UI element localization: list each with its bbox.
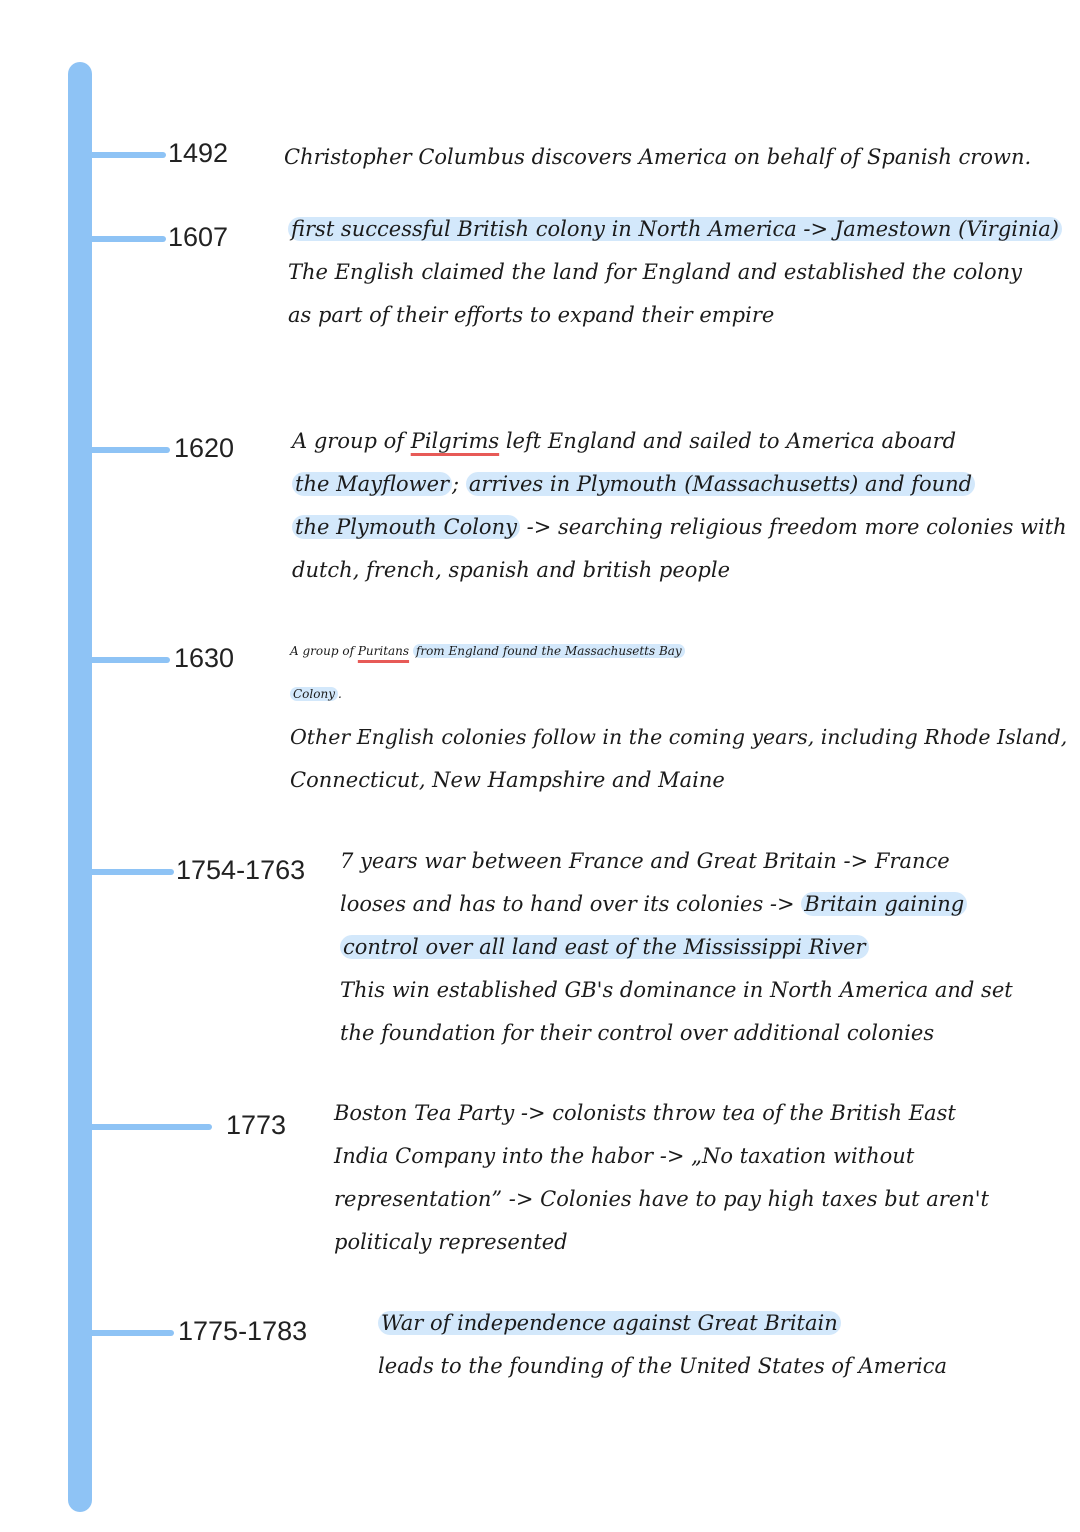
note-line (288, 251, 1062, 294)
note-text: the foundation for their control over additional colonies (340, 1021, 935, 1045)
timeline-tick-1754 (88, 869, 174, 875)
highlighted-text: arrives in Plymouth (Massachusetts) and found (466, 472, 975, 496)
note-text: A group of (292, 429, 411, 453)
note-line (334, 1135, 989, 1178)
note-text: dutch, french, spanish and british people (292, 558, 730, 582)
note-text: The English claimed the land for England and established the colony (288, 260, 1023, 284)
note-text: leads to the founding of the United States of America (378, 1354, 948, 1378)
note-line (292, 420, 1067, 463)
note-text: Connecticut, New Hampshire and Maine (290, 768, 725, 792)
note-text: . (337, 687, 342, 701)
note-line (284, 136, 1031, 179)
underlined-term: Pilgrims (410, 429, 500, 453)
note-text: This win established GB's dominance in North America and set (340, 978, 1013, 1002)
note-text: looses and has to hand over its colonies -> (340, 892, 802, 916)
timeline-tick-1620 (88, 447, 170, 453)
event-note (288, 208, 1062, 337)
timeline-tick-1492 (88, 152, 166, 158)
note-text: representation” -> Colonies have to pay high taxes but aren't (334, 1187, 989, 1211)
highlighted-text: from England found the Massachusetts Bay (413, 644, 685, 658)
note-text: Other English colonies follow in the coming years, including Rhode Island, (290, 725, 1068, 749)
year-label: 1607 (168, 222, 229, 252)
year-label: 1754-1763 (176, 855, 306, 885)
note-line (292, 506, 1067, 549)
highlighted-text: War of independence against Great Britain (378, 1311, 841, 1335)
note-text: 7 years war between France and Great Britain -> France (340, 849, 950, 873)
note-text: Boston Tea Party -> colonists throw tea of the British East (334, 1101, 956, 1125)
note-line (340, 926, 1013, 969)
note-line (288, 208, 1062, 251)
note-text: ; (452, 472, 466, 496)
note-line (378, 1302, 947, 1345)
note-line (340, 1012, 1013, 1055)
note-line (292, 463, 1067, 506)
highlighted-text: first successful British colony in North America -> Jamestown (Virginia) (288, 217, 1062, 241)
highlighted-text: the Mayflower (292, 472, 452, 496)
note-line (288, 294, 1062, 337)
note-line (334, 1092, 989, 1135)
year-label: 1492 (168, 138, 229, 168)
timeline-tick-1773 (88, 1124, 212, 1130)
timeline-bar (68, 62, 92, 1512)
year-label: 1773 (226, 1110, 287, 1140)
note-line (290, 716, 1067, 759)
year-label: 1775-1783 (178, 1316, 308, 1346)
event-note (290, 630, 1067, 802)
event-note (334, 1092, 989, 1264)
note-text: as part of their efforts to expand their empire (288, 303, 775, 327)
event-note (284, 136, 1031, 179)
note-text: politicaly represented (334, 1230, 568, 1254)
note-text: Christopher Columbus discovers America on behalf of Spanish crown. (284, 145, 1032, 169)
note-line (340, 883, 1013, 926)
note-line (290, 630, 1067, 673)
highlighted-text: the Plymouth Colony (292, 515, 520, 539)
timeline-tick-1775 (88, 1330, 174, 1336)
year-label: 1630 (174, 643, 235, 673)
note-line (292, 549, 1067, 592)
event-note (292, 420, 1067, 592)
note-text: India Company into the habor -> „No taxation without (334, 1144, 915, 1168)
note-text: -> searching religious freedom more colonies with (519, 515, 1067, 539)
timeline-tick-1607 (88, 236, 166, 242)
note-line (378, 1345, 947, 1388)
note-text: A group of (290, 644, 358, 658)
note-text: left England and sailed to America aboard (499, 429, 957, 453)
event-note (378, 1302, 947, 1388)
note-line (290, 673, 1067, 716)
underlined-term: Puritans (357, 644, 410, 658)
year-label: 1620 (174, 433, 235, 463)
highlighted-text: control over all land east of the Mississippi River (340, 935, 869, 959)
note-line (340, 840, 1013, 883)
note-line (334, 1221, 989, 1264)
highlighted-text: Britain gaining (801, 892, 967, 916)
event-note (340, 840, 1013, 1055)
highlighted-text: Colony (290, 687, 338, 701)
note-line (340, 969, 1013, 1012)
note-line (334, 1178, 989, 1221)
timeline-tick-1630 (88, 657, 170, 663)
note-line (290, 759, 1067, 802)
